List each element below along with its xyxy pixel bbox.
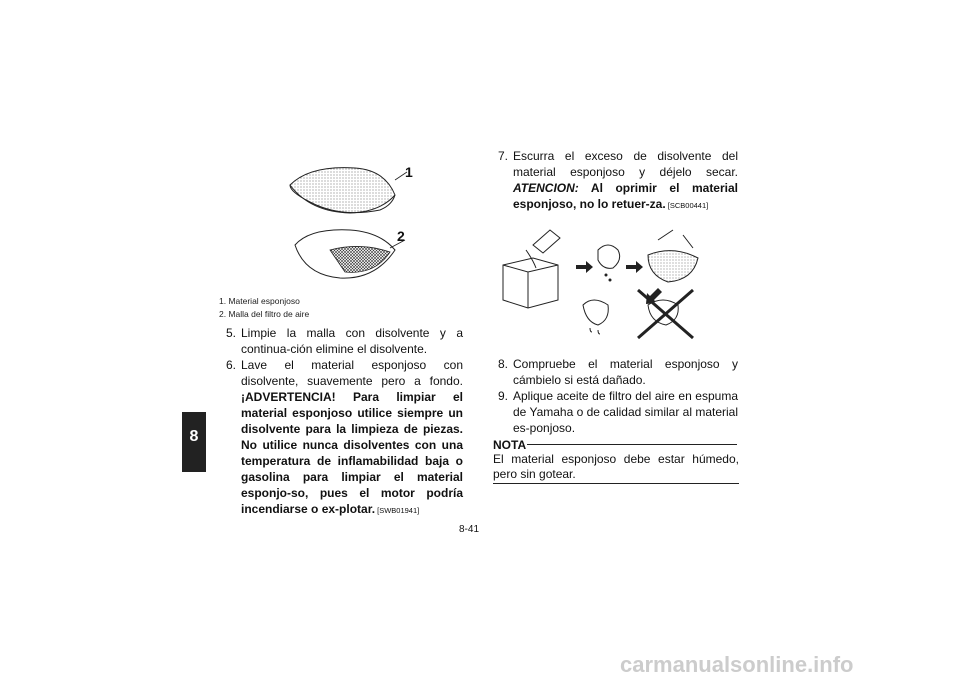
nota-label: NOTA <box>493 438 527 452</box>
callout-1: 1 <box>405 164 413 180</box>
section-tab: 8 <box>182 412 206 472</box>
callout-2: 2 <box>397 228 405 244</box>
caption-2: 2. Malla del filtro de aire <box>219 309 310 319</box>
arrow-right-icon <box>626 261 643 273</box>
watermark: carmanualsonline.info <box>620 652 854 677</box>
nota-text: El material esponjoso debe estar húmedo, pero sin gotear. <box>493 452 739 481</box>
caption-1: 1. Material esponjoso <box>219 296 300 306</box>
air-filter-illustration <box>270 150 420 300</box>
page-number: 8-41 <box>459 524 480 535</box>
cleaning-procedure-illustration <box>498 220 738 340</box>
arrow-right-icon <box>576 261 593 273</box>
warning-text: ¡ADVERTENCIA! Para limpiar el material esponjoso utilice siempre un disolvente para la limpieza de piezas. No utilice nunca disolventes con una temperatura de inflamabilidad baja o gasolina para limpiar el material esponjo-so, pues el motor podría incendiarse o ex-plotar. <box>241 390 463 516</box>
nota-divider <box>527 444 737 445</box>
nota-divider-bottom <box>493 483 739 484</box>
atencion-label: ATENCION: <box>513 181 579 195</box>
